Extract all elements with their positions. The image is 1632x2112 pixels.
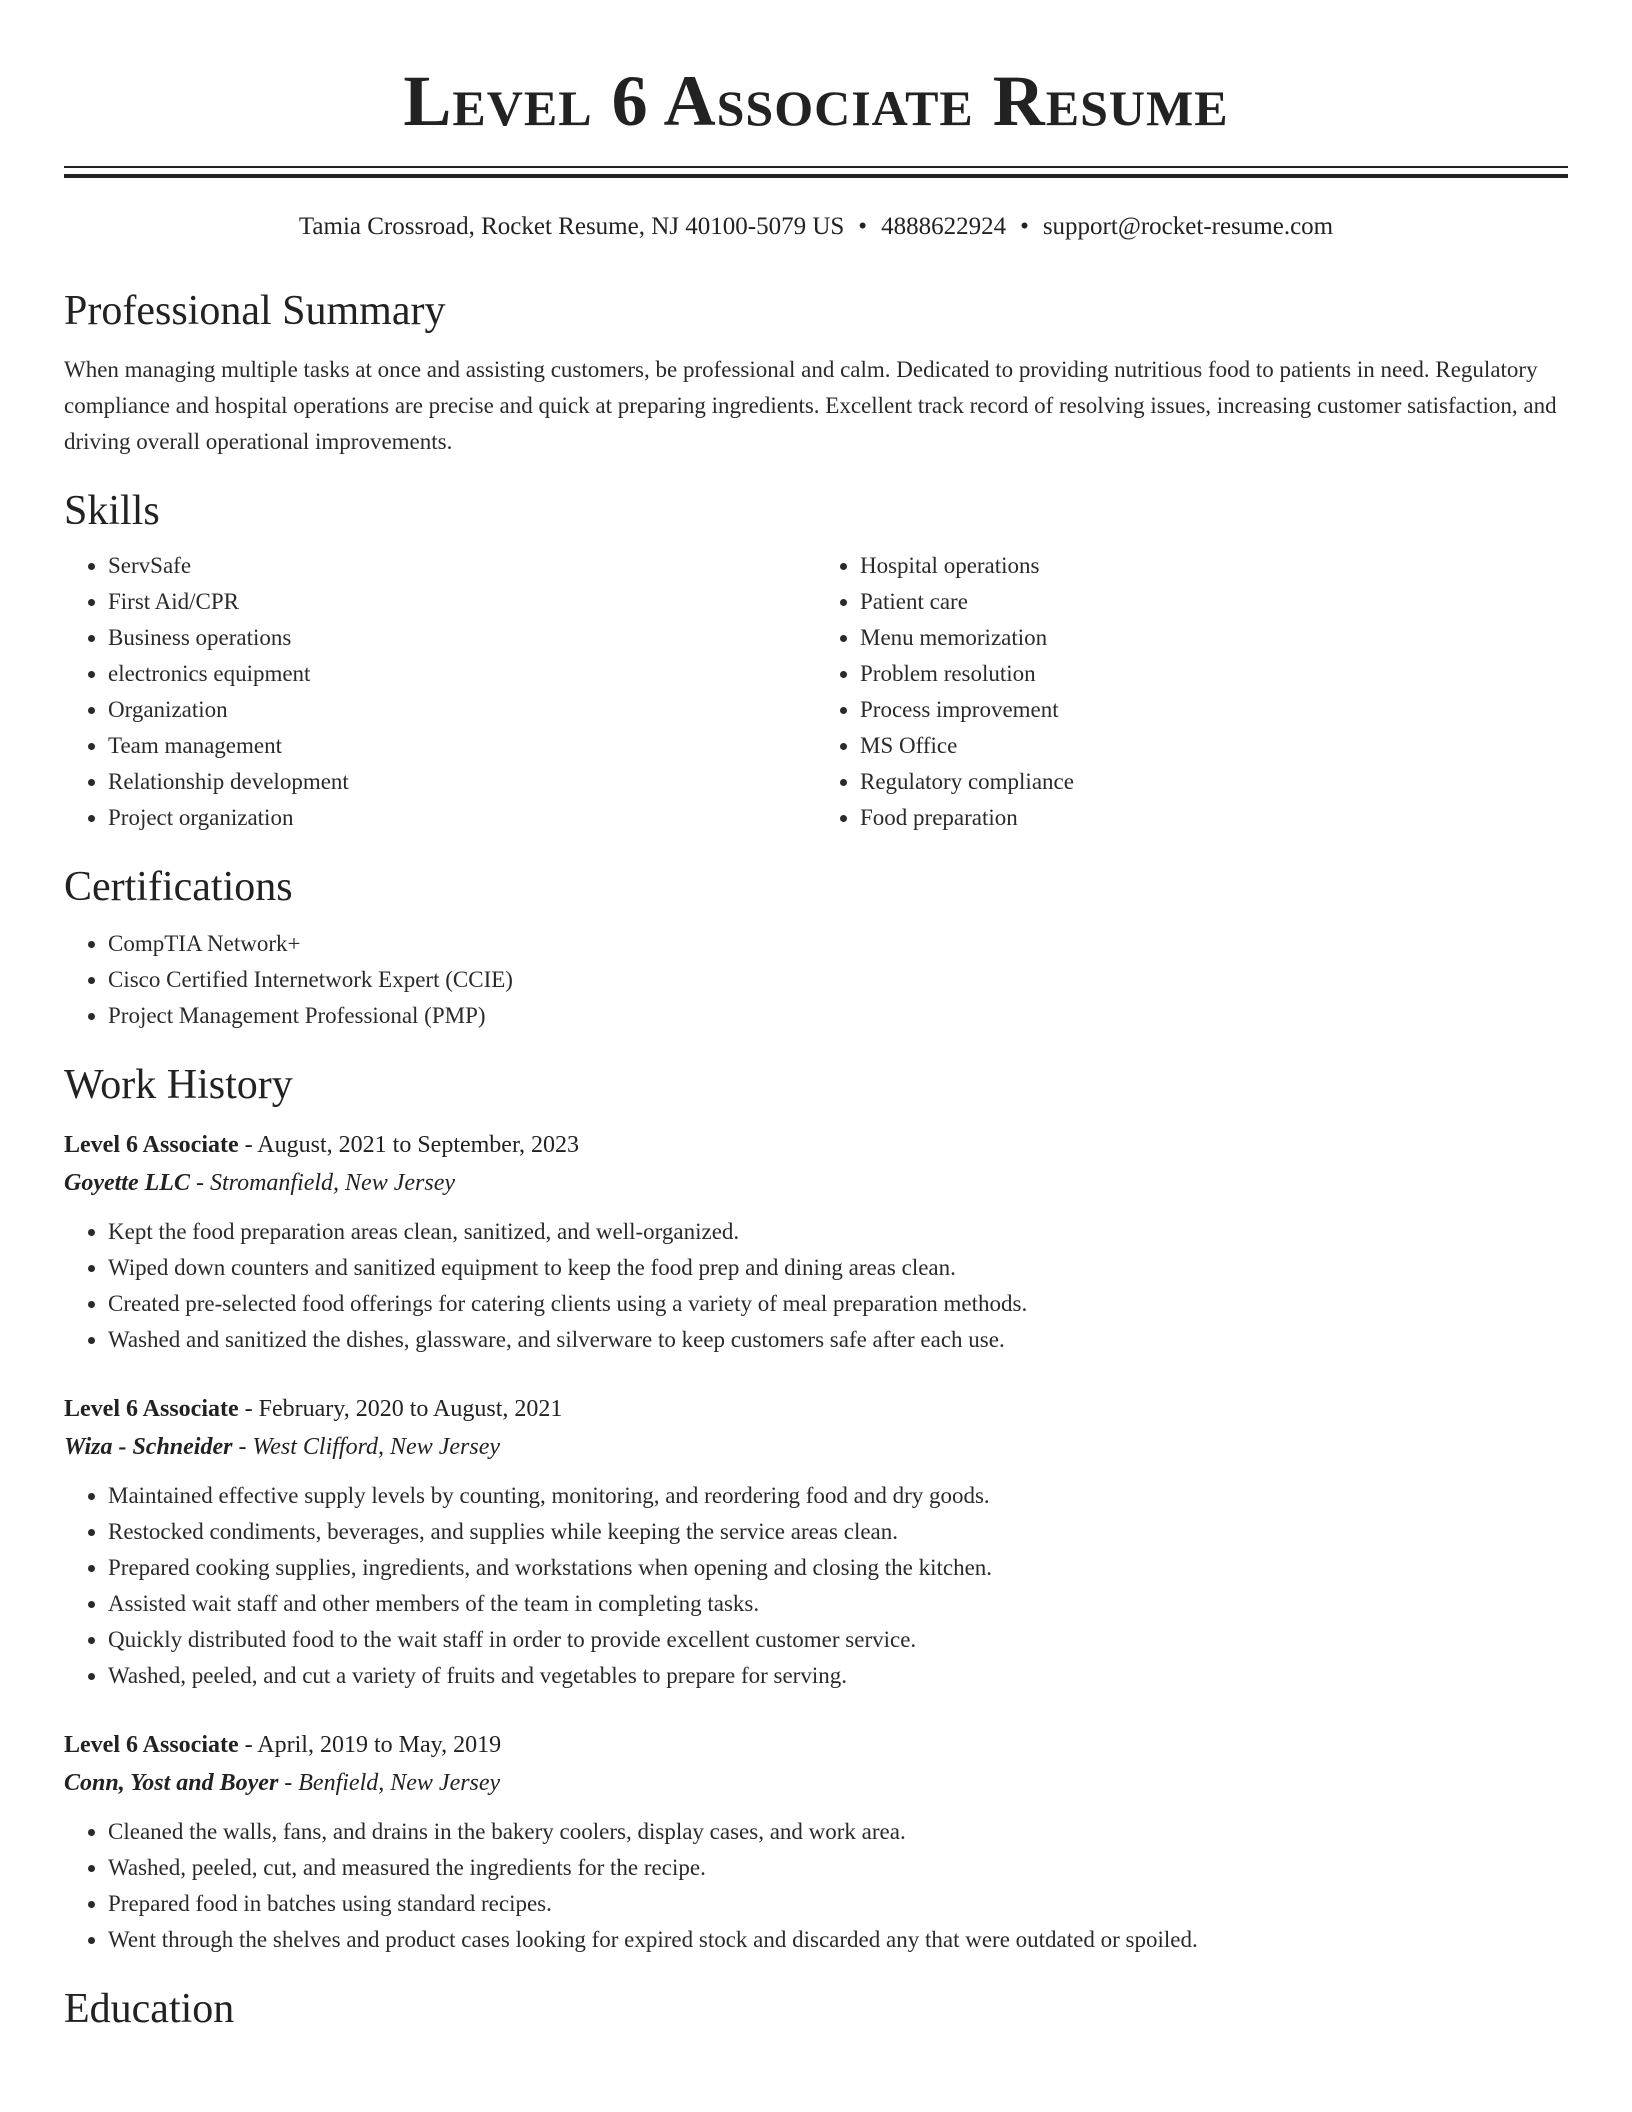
skill-item: • First Aid/CPR (108, 584, 816, 620)
job-bullets (64, 1814, 1568, 1958)
skill-item: • MS Office (860, 728, 1568, 764)
job-title: Level 6 Associate (64, 1732, 239, 1758)
rule-thin-line (64, 166, 1568, 168)
job-location: - Stromanfield, New Jersey (189, 1170, 456, 1196)
skill-item: • Food preparation (860, 800, 1568, 836)
skill-item: • ServSafe (108, 548, 816, 584)
skill-item: • Process improvement (860, 692, 1568, 728)
job-bullet: • Cleaned the walls, fans, and drains in the bakery coolers, display cases, and work area. (108, 1814, 1568, 1850)
contact-address: Tamia Crossroad, Rocket Resume, NJ 40100-5079 US (298, 213, 845, 240)
skill-item: • Relationship development (108, 764, 816, 800)
job-title-line (64, 1126, 1568, 1164)
contact-separator: • (858, 213, 868, 240)
summary-heading: Professional Summary (64, 288, 446, 334)
skills-heading: Skills (64, 488, 160, 534)
job-bullet: • Washed and sanitized the dishes, glassware, and silverware to keep customers safe after each use. (108, 1322, 1568, 1358)
contact-email: support@rocket-resume.com (1042, 213, 1334, 240)
contact-phone: 4888622924 (881, 213, 1007, 240)
job-bullet: • Created pre-selected food offerings for catering clients using a variety of meal preparation methods. (108, 1286, 1568, 1322)
skill-item: • Business operations (108, 620, 816, 656)
job-bullet: • Assisted wait staff and other members of the team in completing tasks. (108, 1586, 1568, 1622)
skill-item: • Team management (108, 728, 816, 764)
job-title-line (64, 1726, 1568, 1764)
job-title: Level 6 Associate (64, 1132, 239, 1158)
education-heading: Education (64, 1986, 235, 2032)
job-bullet: • Prepared food in batches using standard recipes. (108, 1886, 1568, 1922)
certifications-list (64, 926, 1568, 1034)
skills-list-right (816, 548, 1568, 836)
job-bullet: • Washed, peeled, cut, and measured the ingredients for the recipe. (108, 1850, 1568, 1886)
summary-text: When managing multiple tasks at once and assisting customers, be professional and calm. Dedicated to providing nutritious food to patients in need. Regulatory compliance and hospital operations are precise and quick at preparing ingredients. Excellent track record of resolving issues, increasing customer satisfaction, and driving overall operational improvements. (64, 357, 1557, 454)
job-dates: - April, 2019 to May, 2019 (238, 1732, 502, 1758)
contact-line (64, 210, 1568, 244)
job-bullet: • Maintained effective supply levels by counting, monitoring, and reordering food and dry goods. (108, 1478, 1568, 1514)
contact-separator: • (1020, 213, 1029, 240)
title-double-rule (64, 166, 1568, 178)
job-entry (64, 1390, 1568, 1694)
job-bullets (64, 1214, 1568, 1358)
skill-item: • Regulatory compliance (860, 764, 1568, 800)
job-bullet: • Kept the food preparation areas clean, sanitized, and well-organized. (108, 1214, 1568, 1250)
skills-columns (64, 548, 1568, 836)
job-company-line (64, 1764, 1568, 1802)
certification-item: • Cisco Certified Internetwork Expert (CCIE) (108, 962, 1568, 998)
certification-item: • CompTIA Network+ (108, 926, 1568, 962)
job-title: Level 6 Associate (64, 1396, 239, 1422)
job-bullets (64, 1478, 1568, 1694)
job-bullet: • Washed, peeled, and cut a variety of fruits and vegetables to prepare for serving. (108, 1658, 1568, 1694)
skill-item: • Project organization (108, 800, 816, 836)
job-entry (64, 1726, 1568, 1958)
skill-item: • Problem resolution (860, 656, 1568, 692)
job-company: Goyette LLC (64, 1170, 190, 1196)
job-dates: - February, 2020 to August, 2021 (238, 1396, 563, 1422)
skill-item: • Organization (108, 692, 816, 728)
skill-item: • Menu memorization (860, 620, 1568, 656)
work-history-heading: Work History (64, 1062, 293, 1108)
job-bullet: • Prepared cooking supplies, ingredients, and workstations when opening and closing the kitchen. (108, 1550, 1568, 1586)
job-location: - Benfield, New Jersey (278, 1770, 501, 1796)
job-bullet: • Wiped down counters and sanitized equipment to keep the food prep and dining areas clean. (108, 1250, 1568, 1286)
job-title-line (64, 1390, 1568, 1428)
job-company-line (64, 1164, 1568, 1202)
job-bullet: • Quickly distributed food to the wait staff in order to provide excellent customer service. (108, 1622, 1568, 1658)
skill-item: • electronics equipment (108, 656, 816, 692)
skills-list-left (64, 548, 816, 836)
job-dates: - August, 2021 to September, 2023 (238, 1132, 579, 1158)
job-location: - West Clifford, New Jersey (232, 1434, 500, 1460)
job-company-line (64, 1428, 1568, 1466)
certifications-heading: Certifications (64, 864, 293, 910)
skill-item: • Hospital operations (860, 548, 1568, 584)
certification-item: • Project Management Professional (PMP) (108, 998, 1568, 1034)
rule-thick-line (64, 174, 1568, 178)
resume-title: Level 6 Associate Resume (403, 61, 1229, 141)
skill-item: • Patient care (860, 584, 1568, 620)
job-bullet: • Went through the shelves and product cases looking for expired stock and discarded any that were outdated or spoiled. (108, 1922, 1568, 1958)
job-company: Wiza - Schneider (64, 1434, 233, 1460)
job-company: Conn, Yost and Boyer (64, 1770, 279, 1796)
job-entry (64, 1126, 1568, 1358)
job-bullet: • Restocked condiments, beverages, and supplies while keeping the service areas clean. (108, 1514, 1568, 1550)
